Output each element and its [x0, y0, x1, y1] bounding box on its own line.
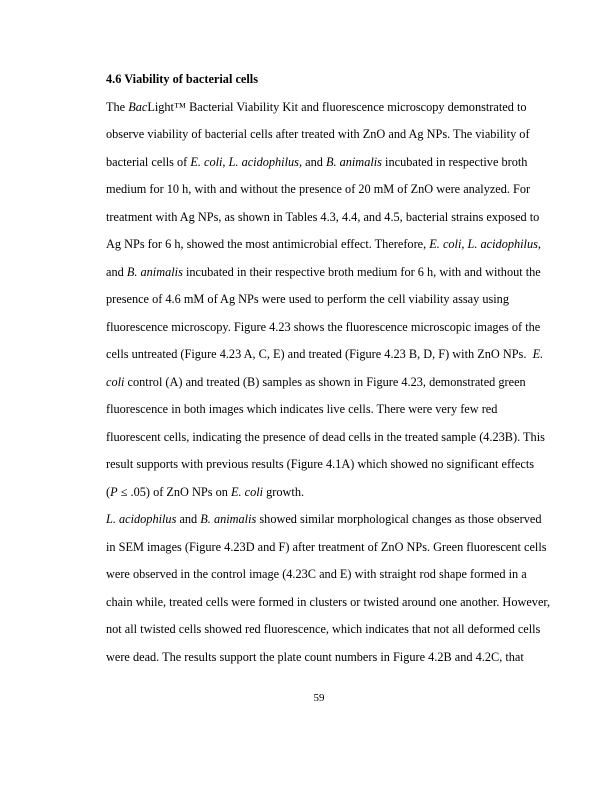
text-run: and [106, 264, 127, 279]
text-line [106, 231, 541, 259]
page-content [106, 66, 551, 671]
text-line [106, 204, 540, 232]
text-run: showed similar morphological changes as those observed [256, 512, 542, 526]
text-line [106, 94, 536, 122]
text-run: and [176, 512, 201, 526]
italic-text-run: coli [106, 374, 125, 389]
text-run: incubated in respective broth [381, 154, 528, 169]
text-line [106, 616, 541, 644]
text-line [106, 451, 536, 479]
text-run: ( [106, 484, 111, 499]
text-line [106, 286, 536, 314]
text-run: chain while, treated cells were formed in clusters or twisted around one another. However, [106, 594, 551, 609]
text-run: fluorescence in both images which indicates live cells. There were very few red [106, 402, 498, 416]
text-run: control (A) and treated (B) samples as shown in Figure 4.23, demonstrated green [124, 374, 526, 389]
section-heading: 4.6 Viability of bacterial cells [106, 72, 258, 86]
text-line [106, 121, 536, 149]
italic-text-run: B. animalis [126, 264, 183, 279]
text-run: medium for 10 h, with and without the presence of 20 mM of ZnO were analyzed. For [106, 182, 531, 196]
text-run: growth. [263, 484, 305, 499]
text-run: were observed in the control image (4.23C and E) with straight rod shape formed in a [106, 567, 527, 581]
text-line [106, 424, 545, 452]
text-run: in SEM images (Figure 4.23D and F) after treatment of ZnO NPs. Green fluorescent cells [106, 539, 547, 554]
text-run: Light™ Bacterial Viability Kit and fluorescence microscopy demonstrated to [147, 99, 527, 114]
text-line [106, 589, 551, 617]
text-line [106, 479, 536, 507]
text-run: Ag NPs for 6 h, showed the most antimicrobial effect. Therefore, [106, 237, 430, 251]
text-run: fluorescent cells, indicating the presence of dead cells in the treated sample (4.23B). This [106, 429, 545, 444]
text-run: bacterial cells of [106, 154, 191, 169]
italic-text-run: E. [532, 347, 544, 361]
italic-text-run: E. coli, L. acidophilus, [429, 237, 541, 251]
text-run: The [106, 99, 129, 114]
text-line [106, 396, 536, 424]
body-text [106, 94, 551, 672]
italic-text-run: E. coli [230, 484, 264, 499]
text-line [106, 644, 536, 672]
text-line [106, 534, 547, 562]
italic-text-run: E. coli, L. acidophilus, [190, 154, 303, 169]
italic-text-run: B. animalis [325, 154, 382, 169]
text-line [106, 341, 544, 369]
text-line [106, 259, 541, 287]
text-line [106, 314, 541, 342]
text-run: cells untreated (Figure 4.23 A, C, E) and treated (Figure 4.23 B, D, F) with ZnO NPs. [106, 347, 533, 361]
italic-text-run: P [110, 484, 118, 499]
text-run: incubated in their respective broth medium for 6 h, with and without the [182, 264, 541, 279]
italic-text-run: B. animalis [200, 512, 257, 526]
text-run: ≤ .05) of ZnO NPs on [117, 484, 231, 499]
text-run: not all twisted cells showed red fluorescence, which indicates that not all deformed cells [106, 622, 541, 636]
text-run: were dead. The results support the plate count numbers in Figure 4.2B and 4.2C, that [106, 649, 524, 664]
text-line [106, 176, 536, 204]
text-run: observe viability of bacterial cells after treated with ZnO and Ag NPs. The viability of [106, 127, 530, 141]
text-run: treatment with Ag NPs, as shown in Tables 4.3, 4.4, and 4.5, bacterial strains exposed to [106, 209, 540, 224]
page-number: 59 [313, 692, 325, 704]
text-run: and [302, 154, 326, 169]
italic-text-run: Bac [128, 99, 148, 114]
text-line [106, 506, 542, 534]
text-line [106, 369, 536, 397]
text-line [106, 149, 536, 177]
italic-text-run: L. acidophilus [106, 512, 177, 526]
text-line [106, 561, 536, 589]
text-run: presence of 4.6 mM of Ag NPs were used to perform the cell viability assay using [106, 292, 509, 306]
text-run: fluorescence microscopy. Figure 4.23 shows the fluorescence microscopic images of the [106, 319, 541, 334]
text-run: result supports with previous results (Figure 4.1A) which showed no significant effects [106, 457, 535, 471]
